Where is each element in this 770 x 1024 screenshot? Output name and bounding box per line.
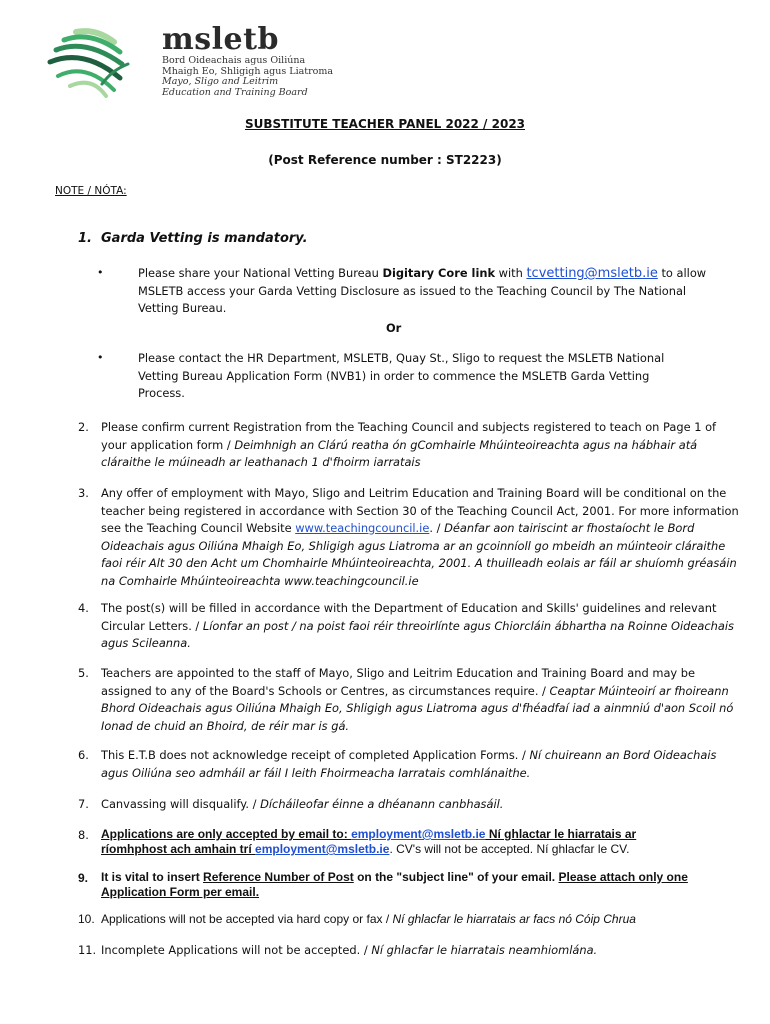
item-number: 2. bbox=[78, 420, 89, 434]
item-number: 6. bbox=[78, 748, 89, 762]
post-reference: (Post Reference number : ST2223) bbox=[268, 153, 502, 167]
item-number: 5. bbox=[78, 666, 89, 680]
item4-text: The post(s) will be filled in accordance with the Department of Education and Skills' guidelines and relevant Circular Letters. / Líonfar an post / na poist faoi réir threoirlínte agus Chiorcláin ábhartha na Roinne Oideachais agus Scileanna. bbox=[101, 601, 734, 650]
item10-text: Applications will not be accepted via hard copy or fax / Ní ghlacfar le hiarratais ar facs nó Cóip Chrua bbox=[101, 912, 636, 926]
item5-text: Teachers are appointed to the staff of Mayo, Sligo and Leitrim Education and Training Board and may be assigned to any of the Board's Schools or Centres, as circumstances require. / Ceaptar Múinteoirí ar fhoireann Bhord Oideachais agus Oiliúna Mhaigh Eo, Shligigh agus Liatroma agus d'fhéadfaí iad a ainmniú d'aon Scoil nó Ionad de chuid an Bhoird, de réir mar is gá. bbox=[101, 666, 734, 733]
item9-text: It is vital to insert Reference Number of Post on the "subject line" of your email. Please attach only one Application Form per email. bbox=[101, 870, 688, 899]
item2-text: Please confirm current Registration from the Teaching Council and subjects registered to teach on Page 1 of your application form / Deimhnigh an Clárú reatha ón gComhairle Mhúinteoireachta agus na hábhair atá cláraithe le múineadh ar leathanach 1 d'fhoirm iarratais bbox=[101, 420, 717, 469]
note-label: NOTE / NÓTA: bbox=[55, 185, 127, 197]
item-number: 8. bbox=[78, 828, 89, 842]
page-title: SUBSTITUTE TEACHER PANEL 2022 / 2023 bbox=[244, 117, 526, 131]
item8-text: Applications are only accepted by email to: employment@msletb.ie Ní ghlactar le hiarratais ar ríomhphost ach amhain trí employment@msletb.ie. CV's will not be accepted. Ní ghlacfar le CV. bbox=[101, 827, 637, 856]
tagline-irish-2: Mhaigh Eo, Shligigh agus Liatroma bbox=[162, 65, 334, 77]
tagline-english-2: Education and Training Board bbox=[162, 86, 308, 98]
item1-bullet1: Please share your National Vetting Bureau Digitary Core link with tcvetting@msletb.ie to allow MSLETB access your Garda Vetting Disclosure as issued to the Teaching Council by The National Vetting Bureau. bbox=[138, 266, 707, 315]
item-number: 9. bbox=[78, 871, 89, 885]
or-separator: Or bbox=[386, 321, 402, 335]
logo-text bbox=[162, 24, 333, 98]
bullet-icon: • bbox=[97, 351, 104, 364]
employment-email-link[interactable]: employment@msletb.ie bbox=[351, 827, 486, 841]
item7-text: Canvassing will disqualify. / Dícháileofar éinne a dhéanann canbhasáil. bbox=[101, 797, 504, 811]
brand-name: msletb bbox=[162, 22, 279, 57]
item-number: 4. bbox=[78, 601, 89, 615]
item-number: 3. bbox=[78, 486, 89, 500]
item-number: 1. bbox=[78, 231, 92, 246]
teachingcouncil-link[interactable]: www.teachingcouncil.ie bbox=[295, 521, 430, 535]
tcvetting-email-link[interactable]: tcvetting@msletb.ie bbox=[526, 266, 658, 281]
tagline-irish-1: Bord Oideachais agus Oiliúna bbox=[162, 55, 306, 66]
bullet-icon: • bbox=[97, 266, 104, 279]
employment-email-link-2[interactable]: employment@msletb.ie bbox=[255, 842, 390, 856]
item11-text: Incomplete Applications will not be accepted. / Ní ghlacfar le hiarratais neamhiomlána. bbox=[101, 943, 598, 957]
item-number: 10. bbox=[78, 912, 95, 926]
tagline-english-1: Mayo, Sligo and Leitrim bbox=[162, 76, 279, 87]
item1-bullet2: Please contact the HR Department, MSLETB, Quay St., Sligo to request the MSLETB National Vetting Bureau Application Form (NVB1) in order to commence the MSLETB Garda Vetting Process. bbox=[138, 351, 665, 400]
item1-heading: Garda Vetting is mandatory. bbox=[101, 231, 308, 246]
msletb-logo-icon bbox=[36, 22, 146, 102]
item6-text: This E.T.B does not acknowledge receipt of completed Application Forms. / Ní chuireann an Bord Oideachais agus Oiliúna seo admháil ar fáil I leith Fhoirmeacha Iarratais comhlánaithe. bbox=[101, 748, 717, 780]
item3-text: Any offer of employment with Mayo, Sligo and Leitrim Education and Training Board will be conditional on the teacher being registered in accordance with Section 30 of the Teaching Council Act, 2001. For more information see the Teaching Council Website www.teachingcouncil.ie. / Déanfar aon tairiscint ar fhostaíocht le Bord Oideachais agus Oiliúna Mhaigh Eo, Shligigh agus Liatroma ar an gcoinníoll go mbeidh an múinteoir cláraithe faoi réir Alt 30 den Acht um Chomhairle Mhúinteoireachta, 2001. A thuilleadh eolais ar fáil ar shuíomh gréasáin na Comhairle Mhúinteoireachta www.teachingcouncil.ie bbox=[101, 486, 739, 588]
item-number: 11. bbox=[78, 943, 97, 957]
item-number: 7. bbox=[78, 797, 89, 811]
